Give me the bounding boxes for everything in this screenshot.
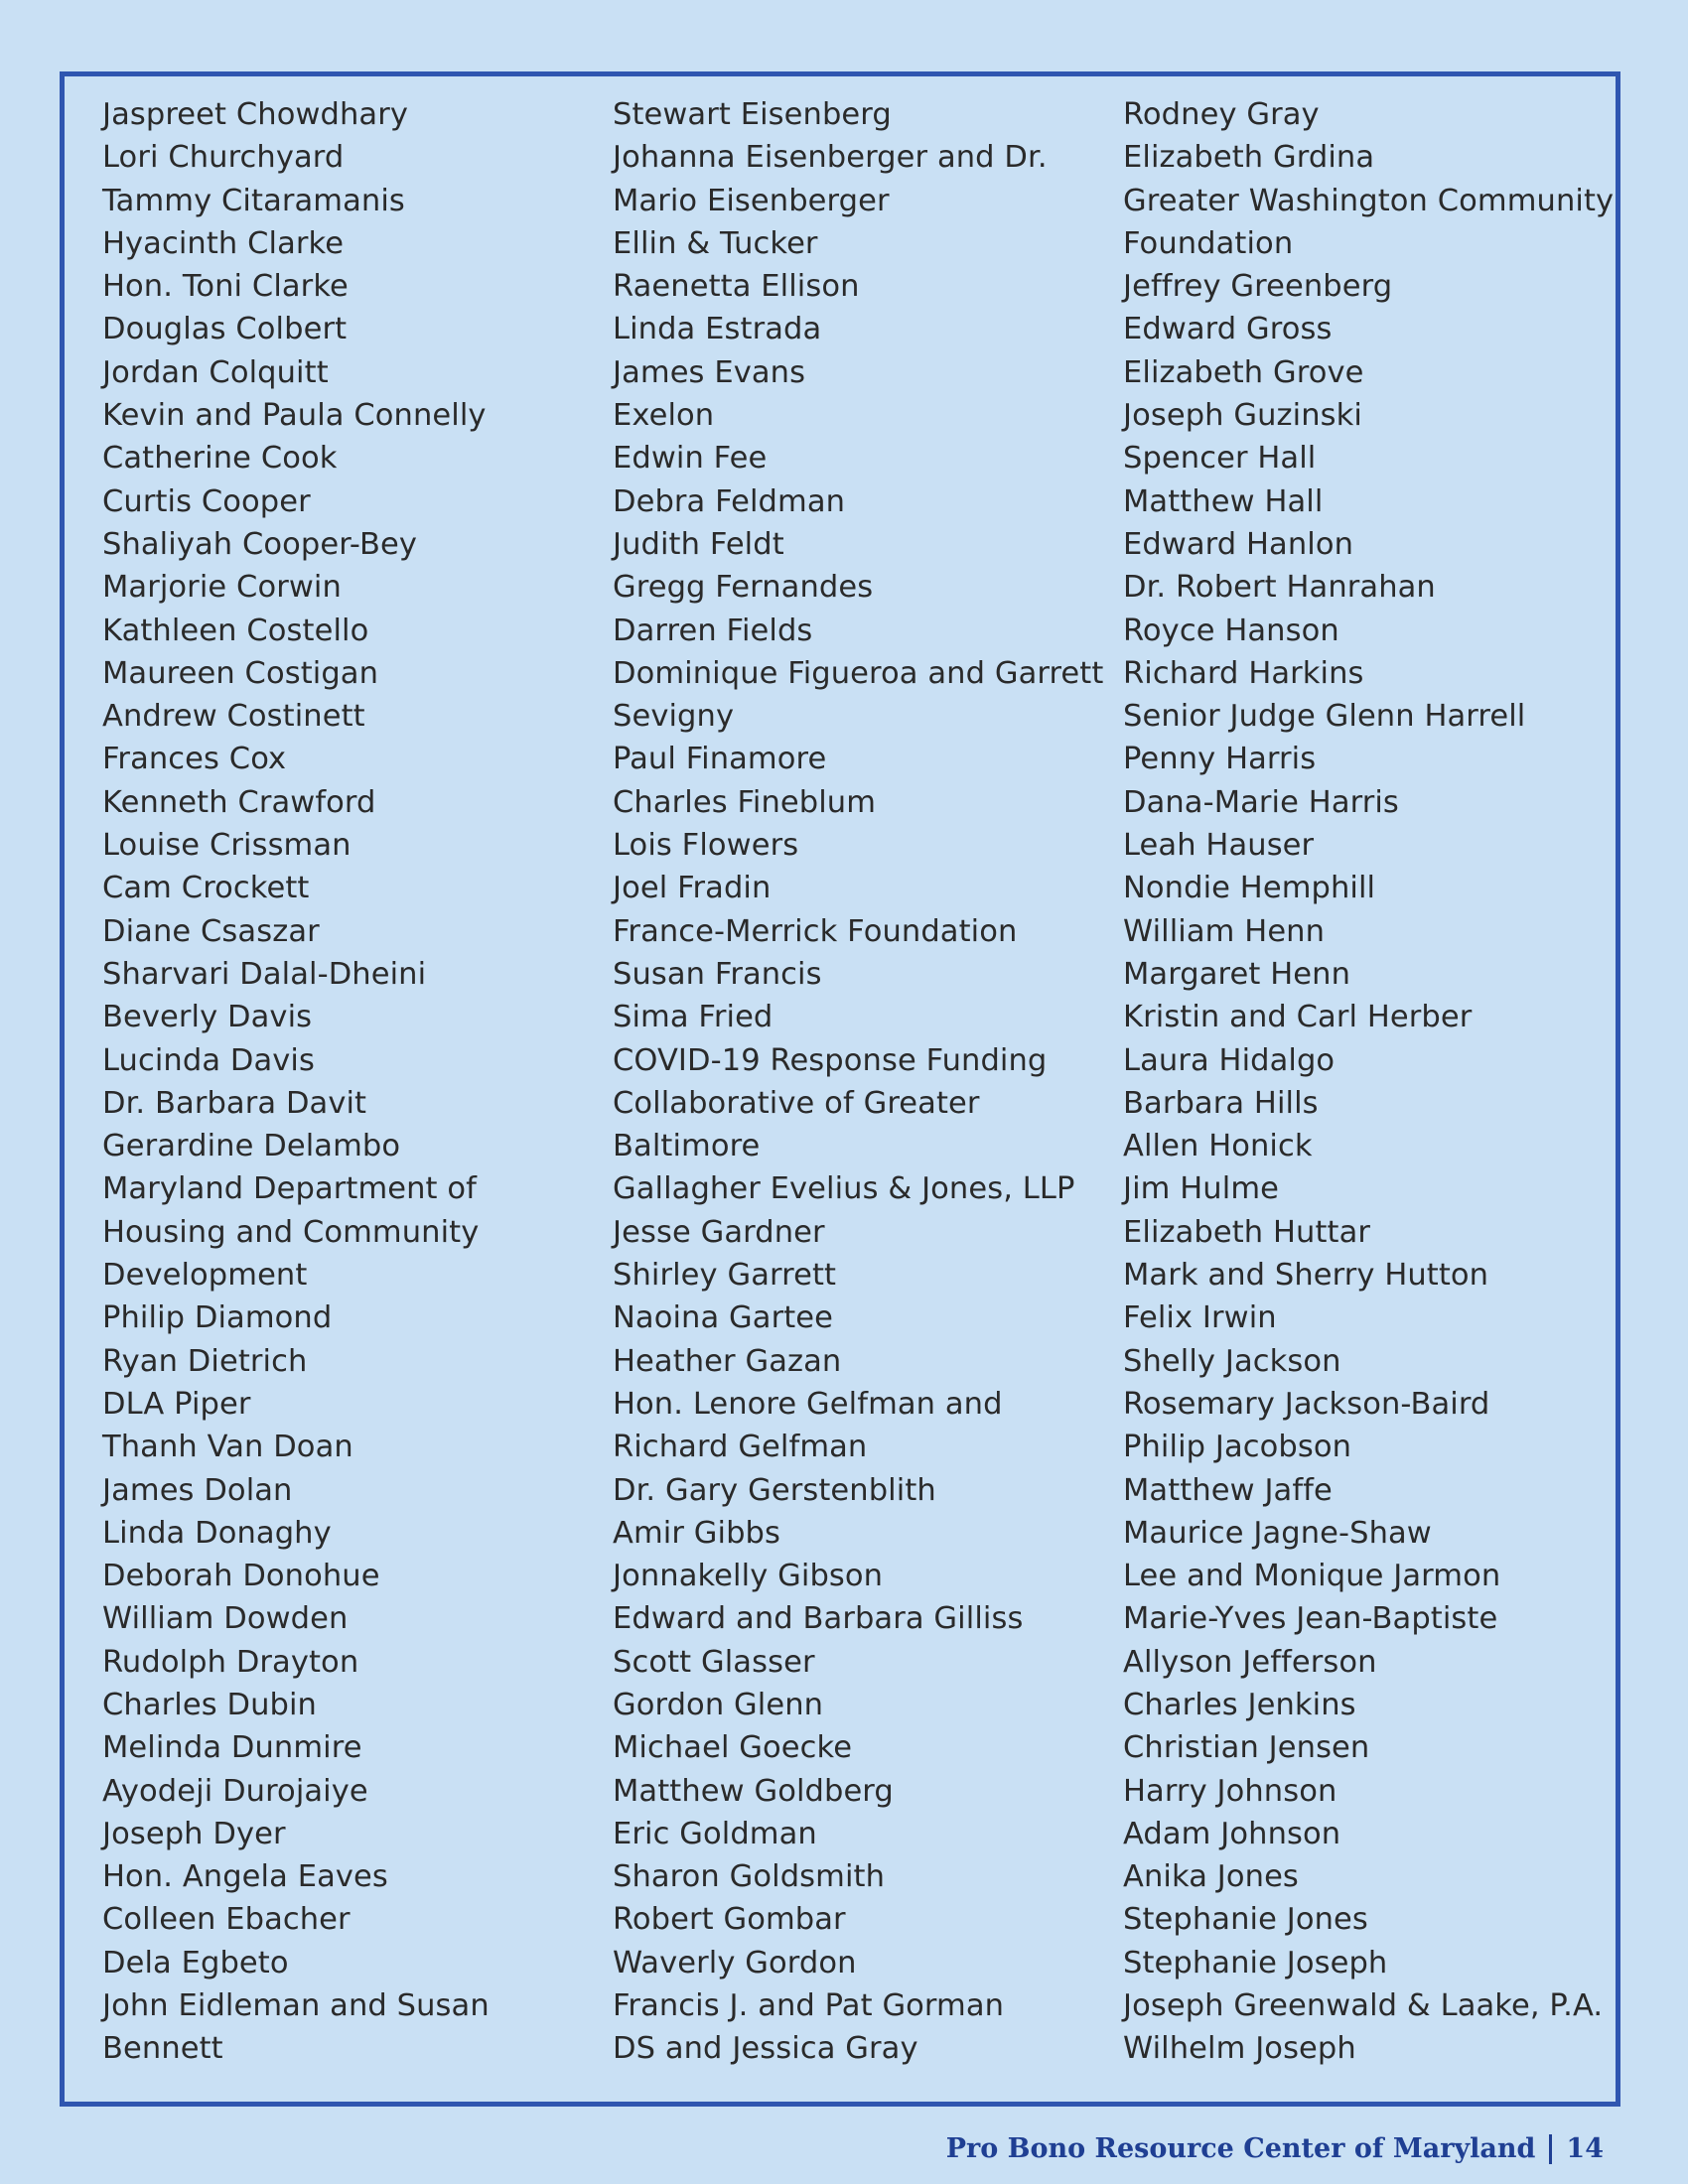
donor-name: Ryan Dietrich [102,1343,308,1379]
footer-organization: Pro Bono Resource Center of Maryland [945,2133,1536,2164]
donor-name: Hyacinth Clarke [102,225,345,261]
donor-column-1 [102,93,490,2071]
donor-name: Kristin and Carl Herber [1123,1000,1473,1035]
footer-divider [1549,2134,1552,2164]
donor-name: Frances Cox [102,742,287,777]
page-number: 14 [1566,2133,1604,2164]
donor-name: Anika Jones [1123,1859,1299,1895]
donor-name: Maryland Department of [102,1171,478,1207]
donor-name: Rodney Gray [1123,97,1320,132]
donor-name: Gordon Glenn [613,1687,824,1722]
donor-name: Diane Csaszar [102,913,320,949]
donor-name: Gallagher Evelius & Jones, LLP [613,1171,1075,1207]
donor-name: Jesse Gardner [613,1214,825,1250]
donor-name: Joseph Greenwald & Laake, P.A. [1123,1988,1604,2024]
donor-name: Ellin & Tucker [613,225,818,261]
donor-name: Louise Crissman [102,828,352,864]
donor-name: Lois Flowers [613,828,799,864]
donor-name: Felix Irwin [1123,1300,1277,1336]
donor-name: Rosemary Jackson-Baird [1123,1386,1490,1422]
donor-name: Bennett [102,2031,223,2067]
donor-name: Lucinda Davis [102,1042,315,1078]
donor-name: Gerardine Delambo [102,1129,401,1164]
donor-name: William Dowden [102,1601,349,1637]
donor-name: Lee and Monique Jarmon [1123,1559,1501,1594]
donor-name: Robert Gombar [613,1902,846,1938]
donor-name: Jaspreet Chowdhary [102,97,408,132]
donor-name: Edwin Fee [613,441,768,477]
donor-name: Sima Fried [613,1000,774,1035]
donor-name: William Henn [1123,913,1326,949]
donor-name: Barbara Hills [1123,1085,1319,1121]
donor-name: Matthew Hall [1123,483,1324,519]
donor-name: Richard Gelfman [613,1430,868,1465]
donor-name: Allen Honick [1123,1129,1313,1164]
donor-name: Philip Diamond [102,1300,333,1336]
donor-column-3 [1123,93,1614,2071]
donor-name: Sevigny [613,699,735,735]
donor-name: Marie-Yves Jean-Baptiste [1123,1601,1498,1637]
donor-name: Allyson Jefferson [1123,1644,1377,1680]
donor-name: Amir Gibbs [613,1515,781,1551]
donor-name: James Dolan [102,1472,293,1508]
donor-name: Raenetta Ellison [613,269,860,305]
donor-name: Dana-Marie Harris [1123,784,1399,820]
donor-name: Curtis Cooper [102,483,311,519]
donor-name: Edward and Barbara Gilliss [613,1601,1024,1637]
donor-name: Francis J. and Pat Gorman [613,1988,1005,2024]
donor-name: Dr. Robert Hanrahan [1123,570,1436,606]
donor-name: Jordan Colquitt [102,354,329,390]
donor-name: Catherine Cook [102,441,338,477]
donor-name: Tammy Citaramanis [102,183,405,218]
donor-name: Kenneth Crawford [102,784,376,820]
donor-name: Deborah Donohue [102,1559,380,1594]
donor-name: Linda Estrada [613,312,822,347]
donor-name: Matthew Goldberg [613,1773,894,1809]
donor-name: Nondie Hemphill [1123,871,1376,906]
donor-name: Charles Jenkins [1123,1687,1356,1722]
donor-name: Colleen Ebacher [102,1902,351,1938]
donor-name: Joseph Guzinski [1123,398,1363,434]
donor-name: Eric Goldman [613,1816,817,1851]
donor-name: John Eidleman and Susan [102,1988,490,2024]
donor-name: Kathleen Costello [102,613,369,648]
donor-name: Mark and Sherry Hutton [1123,1258,1489,1294]
donor-name: Johanna Eisenberger and Dr. [613,140,1048,176]
donor-name: Hon. Lenore Gelfman and [613,1386,1003,1422]
donor-name: Jeffrey Greenberg [1123,269,1393,305]
donor-name: Dr. Barbara Davit [102,1085,367,1121]
donor-name: Baltimore [613,1129,761,1164]
donor-name: Gregg Fernandes [613,570,874,606]
donor-name: Charles Fineblum [613,784,877,820]
donor-name: Senior Judge Glenn Harrell [1123,699,1526,735]
donor-name: Ayodeji Durojaiye [102,1773,368,1809]
donor-name: Marjorie Corwin [102,570,342,606]
donor-name: Waverly Gordon [613,1945,857,1980]
donor-name: France-Merrick Foundation [613,913,1018,949]
donor-name: Dr. Gary Gerstenblith [613,1472,936,1508]
donor-name: Philip Jacobson [1123,1430,1352,1465]
donor-name: Greater Washington Community [1123,183,1615,218]
donor-name: Leah Hauser [1123,828,1315,864]
donor-name: Elizabeth Grdina [1123,140,1375,176]
donor-name: Penny Harris [1123,742,1317,777]
donor-name: Elizabeth Huttar [1123,1214,1371,1250]
donor-name: Dominique Figueroa and Garrett [613,655,1104,691]
donor-column-2 [613,93,1103,2071]
donor-name: Scott Glasser [613,1644,815,1680]
donor-name: Margaret Henn [1123,956,1351,992]
donor-name: Paul Finamore [613,742,827,777]
donor-name: Mario Eisenberger [613,183,890,218]
donor-name: Stephanie Jones [1123,1902,1368,1938]
donor-name: Stephanie Joseph [1123,1945,1388,1980]
donor-name: Royce Hanson [1123,613,1339,648]
donor-name: Richard Harkins [1123,655,1364,691]
donor-name: Edward Gross [1123,312,1333,347]
donor-name: Maurice Jagne-Shaw [1123,1515,1432,1551]
donor-name: Thanh Van Doan [102,1430,353,1465]
donor-name: Christian Jensen [1123,1730,1370,1766]
donor-name: Sharon Goldsmith [613,1859,886,1895]
donor-name: Kevin and Paula Connelly [102,398,487,434]
donor-name: Collaborative of Greater [613,1085,980,1121]
donor-name: Debra Feldman [613,483,846,519]
donor-name: Melinda Dunmire [102,1730,362,1766]
donor-name: Shirley Garrett [613,1258,837,1294]
donor-name: Wilhelm Joseph [1123,2031,1356,2067]
donor-name: Foundation [1123,225,1294,261]
donor-name: Dela Egbeto [102,1945,289,1980]
donor-name: COVID-19 Response Funding [613,1042,1048,1078]
donor-name: Andrew Costinett [102,699,365,735]
donor-name: Maureen Costigan [102,655,379,691]
donor-name: Charles Dubin [102,1687,317,1722]
donor-name: Housing and Community [102,1214,480,1250]
donor-name: Joseph Dyer [102,1816,286,1851]
donor-name: Sharvari Dalal-Dheini [102,956,427,992]
donor-name: Susan Francis [613,956,822,992]
page-footer [946,2133,1604,2164]
donor-name: Michael Goecke [613,1730,853,1766]
donor-name: Exelon [613,398,715,434]
donor-name: Naoina Gartee [613,1300,834,1336]
donor-name: James Evans [613,354,806,390]
donor-name: Rudolph Drayton [102,1644,359,1680]
donor-name: Edward Hanlon [1123,526,1354,562]
donor-name: Darren Fields [613,613,813,648]
donor-name: Jim Hulme [1123,1171,1279,1207]
donor-name: Beverly Davis [102,1000,313,1035]
donor-name: Lori Churchyard [102,140,345,176]
donor-name: Joel Fradin [613,871,772,906]
donor-name: Development [102,1258,308,1294]
donor-name: Judith Feldt [613,526,784,562]
donor-name: Linda Donaghy [102,1515,332,1551]
donor-name: Cam Crockett [102,871,310,906]
donor-name: Jonnakelly Gibson [613,1559,884,1594]
donor-name: Shelly Jackson [1123,1343,1341,1379]
donor-name: Hon. Toni Clarke [102,269,349,305]
donor-name: Heather Gazan [613,1343,842,1379]
donor-name: Shaliyah Cooper-Bey [102,526,417,562]
donor-name: Stewart Eisenberg [613,97,892,132]
donor-name: Harry Johnson [1123,1773,1337,1809]
donor-name: Laura Hidalgo [1123,1042,1336,1078]
donor-name: Hon. Angela Eaves [102,1859,388,1895]
donor-name: DS and Jessica Gray [613,2031,918,2067]
donor-name: Matthew Jaffe [1123,1472,1333,1508]
donor-name: Douglas Colbert [102,312,348,347]
donor-name: Spencer Hall [1123,441,1317,477]
donor-name: Elizabeth Grove [1123,354,1364,390]
donor-name: Adam Johnson [1123,1816,1341,1851]
donor-name: DLA Piper [102,1386,251,1422]
